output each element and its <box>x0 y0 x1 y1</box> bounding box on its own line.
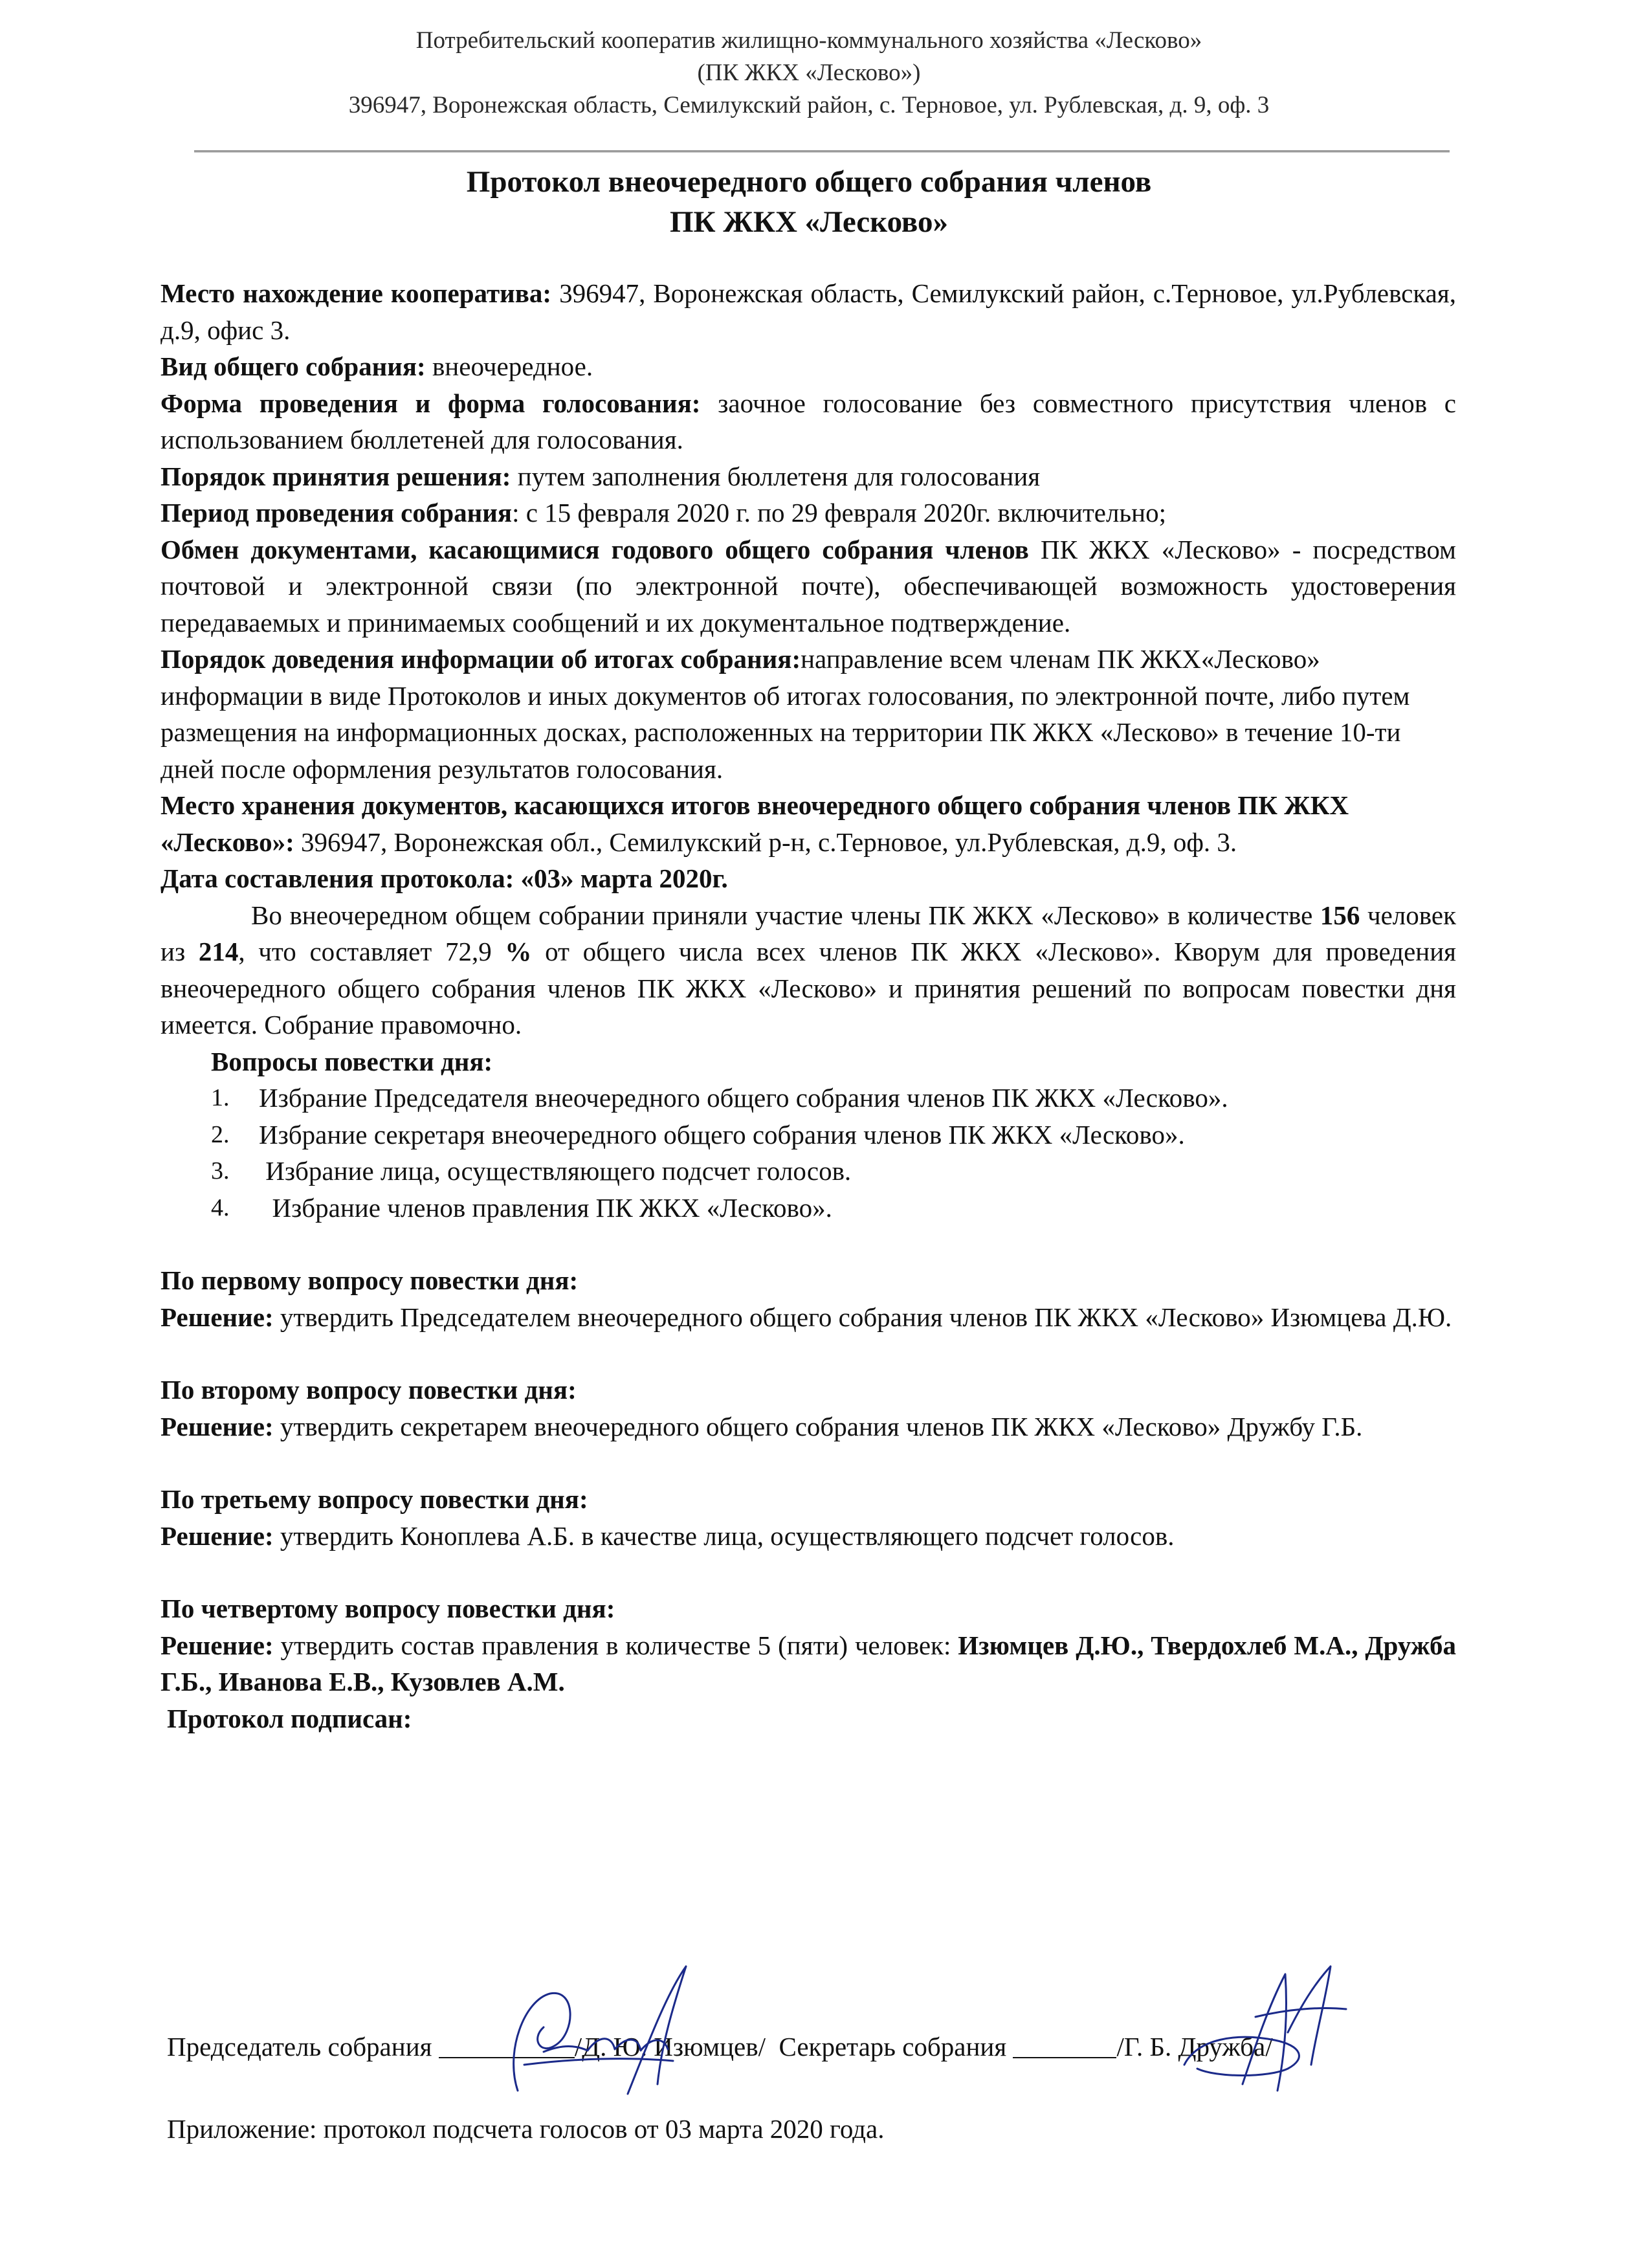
decision-label: Решение: <box>160 1411 274 1441</box>
location-value: 396947, Воронежская область, Семилукский район, с.Терновое, ул.Рублевская, д.9, офис 3. <box>160 278 1456 345</box>
location-paragraph <box>160 275 1456 348</box>
chair-signature <box>479 1955 712 2110</box>
q4-heading-text: По четвертому вопросу повестки дня: <box>160 1594 615 1623</box>
agenda-item <box>160 1117 1456 1153</box>
order-value: путем заполнения бюллетеня для голосования <box>511 461 1041 491</box>
form-label: Форма проведения и форма голосования: <box>160 388 701 418</box>
storage-paragraph <box>160 787 1456 860</box>
q4-decision-text: утвердить состав правления в количестве 5 (пяти) человек: <box>273 1630 958 1660</box>
title-line-1: Протокол внеочередного общего собрания членов <box>466 165 1152 199</box>
form-paragraph <box>160 385 1456 458</box>
period-paragraph <box>160 495 1456 531</box>
q3-heading-text: По третьему вопросу повестки дня: <box>160 1484 588 1514</box>
header-divider <box>194 150 1450 153</box>
q2-decision <box>160 1408 1456 1445</box>
agenda-item-number: 2. <box>211 1120 230 1148</box>
quorum-text-3: , что составляет 72,9 <box>238 937 505 966</box>
q2-heading-text: По второму вопросу повестки дня: <box>160 1375 577 1405</box>
decision-label: Решение: <box>160 1520 274 1551</box>
agenda-item-text: Избрание лица, осуществляющего подсчет голосов. <box>259 1156 852 1186</box>
info-value: направление всем членам ПК ЖКХ«Лесково» информации в виде Протоколов и иных документов об итогах голосования, по электронной почте, либо путем размещения на информационных досках, расположенных на территории ПК ЖКХ «Лесково» в течение 10-ти дней после оформления результатов голосования. <box>160 644 1410 784</box>
storage-label: Место хранения документов, касающихся итогов внеочередного общего собрания членов ПК ЖКХ «Лесково»: <box>160 790 1349 857</box>
form-value: заочное голосование без совместного присутствия членов с использованием бюллетеней для голосования. <box>160 388 1457 454</box>
order-paragraph <box>160 458 1456 495</box>
spacer <box>160 1335 1456 1372</box>
secretary-signature <box>1158 1955 1353 2104</box>
percent-sign: % <box>505 937 532 966</box>
agenda-item <box>160 1080 1456 1117</box>
exchange-label: Обмен документами, касающимися годового общего собрания членов <box>160 534 1029 564</box>
org-address: 396947, Воронежская область, Семилукский район, с. Терновое, ул. Рублевская, д. 9, оф. 3 <box>348 92 1270 118</box>
organization-header <box>162 25 1456 122</box>
q1-heading-text: По первому вопросу повестки дня: <box>160 1265 579 1295</box>
signed-title: Протокол подписан: <box>167 1703 412 1733</box>
decision-label: Решение: <box>160 1302 274 1332</box>
exchange-paragraph <box>160 531 1456 641</box>
title-line-2: ПК ЖКХ «Лесково» <box>670 205 948 239</box>
quorum-text-1: Во внеочередном общем собрании приняли участие члены ПК ЖКХ «Лесково» в количестве <box>251 900 1320 930</box>
org-short-name: (ПК ЖКХ «Лесково») <box>697 60 921 86</box>
q1-decision <box>160 1299 1456 1336</box>
q4-decision <box>160 1627 1456 1700</box>
agenda-item-text: Избрание Председателя внеочередного общего собрания членов ПК ЖКХ «Лесково». <box>259 1083 1228 1113</box>
date-label: Дата составления протокола: «03» марта 2020г. <box>160 863 728 893</box>
agenda-item-text: Избрание членов правления ПК ЖКХ «Лесково». <box>259 1192 832 1223</box>
document-body <box>160 275 1456 1737</box>
board-members: Изюмцев Д.Ю., Твердохлеб М.А., Дружба Г.Б., Иванова Е.В., Кузовлев А.М. <box>160 1630 1457 1696</box>
members-total: 214 <box>198 937 239 966</box>
quorum-text-2: человек из <box>160 900 1457 966</box>
q1-heading <box>160 1262 1456 1299</box>
q2-heading <box>160 1372 1456 1408</box>
org-name: Потребительский кооператив жилищно-коммунального хозяйства «Лесково» <box>415 27 1202 54</box>
date-paragraph <box>160 860 1456 897</box>
quorum-paragraph <box>160 897 1456 1043</box>
secretary-name: /Г. Б. Дружба/ <box>1116 2032 1273 2062</box>
agenda-item-number: 4. <box>211 1194 230 1221</box>
agenda-item-number: 3. <box>211 1157 230 1184</box>
decision-label: Решение: <box>160 1630 274 1660</box>
participants-count: 156 <box>1320 900 1360 930</box>
secretary-label: Секретарь собрания <box>765 2032 1013 2062</box>
spacer <box>160 1226 1456 1262</box>
agenda-title: Вопросы повестки дня: <box>211 1046 493 1076</box>
q3-decision <box>160 1518 1456 1555</box>
period-label: Период проведения собрания <box>160 498 513 528</box>
q2-decision-text: утвердить секретарем внеочередного общего собрания членов ПК ЖКХ «Лесково» Дружбу Г.Б. <box>273 1411 1363 1441</box>
storage-value: 396947, Воронежская обл., Семилукский р-н, с.Терновое, ул.Рублевская, д.9, оф. 3. <box>294 827 1237 857</box>
kind-label: Вид общего собрания: <box>160 351 426 381</box>
spacer <box>160 1445 1456 1481</box>
q3-heading <box>160 1481 1456 1518</box>
period-value: : с 15 февраля 2020 г. по 29 февраля 2020г. включительно; <box>512 498 1166 528</box>
agenda-item-number: 1. <box>211 1084 230 1111</box>
quorum-text-4: от общего числа всех членов ПК ЖКХ «Лесково». Кворум для проведения внеочередного общего собрания членов ПК ЖКХ «Лесково» и принятия решений по вопросам повестки дня имеется. Собрание правомочно. <box>160 937 1457 1040</box>
info-paragraph <box>160 641 1456 787</box>
chair-label: Председатель собрания <box>167 2032 439 2062</box>
spacer <box>160 1554 1456 1590</box>
chair-name: /Д. Ю. Изюмцев/ <box>574 2032 766 2062</box>
info-label: Порядок доведения информации об итогах собрания: <box>160 644 801 674</box>
exchange-value: ПК ЖКХ «Лесково» - посредством почтовой и электронной связи (по электронной почте), обеспечивающей возможность удостоверения передаваемых и принимаемых сообщений и их документальное подтверждение. <box>160 534 1456 638</box>
agenda-item <box>160 1153 1456 1190</box>
attachment-note: Приложение: протокол подсчета голосов от 03 марта 2020 года. <box>167 2114 885 2144</box>
agenda-list <box>160 1080 1456 1226</box>
agenda-item <box>160 1190 1456 1227</box>
location-label: Место нахождение кооператива: <box>160 278 552 308</box>
kind-paragraph <box>160 348 1456 385</box>
order-label: Порядок принятия решения: <box>160 461 511 491</box>
q3-decision-text: утвердить Коноплева А.Б. в качестве лица, осуществляющего подсчет голосов. <box>273 1520 1175 1551</box>
q1-decision-text: утвердить Председателем внеочередного общего собрания членов ПК ЖКХ «Лесково» Изюмцева Д.Ю. <box>273 1302 1452 1332</box>
q4-heading <box>160 1590 1456 1627</box>
kind-value: внеочередное. <box>425 351 593 381</box>
agenda-item-text: Избрание секретаря внеочередного общего собрания членов ПК ЖКХ «Лесково». <box>259 1119 1185 1150</box>
secretary-signature-blank <box>1013 2031 1116 2058</box>
document-title <box>162 162 1456 242</box>
